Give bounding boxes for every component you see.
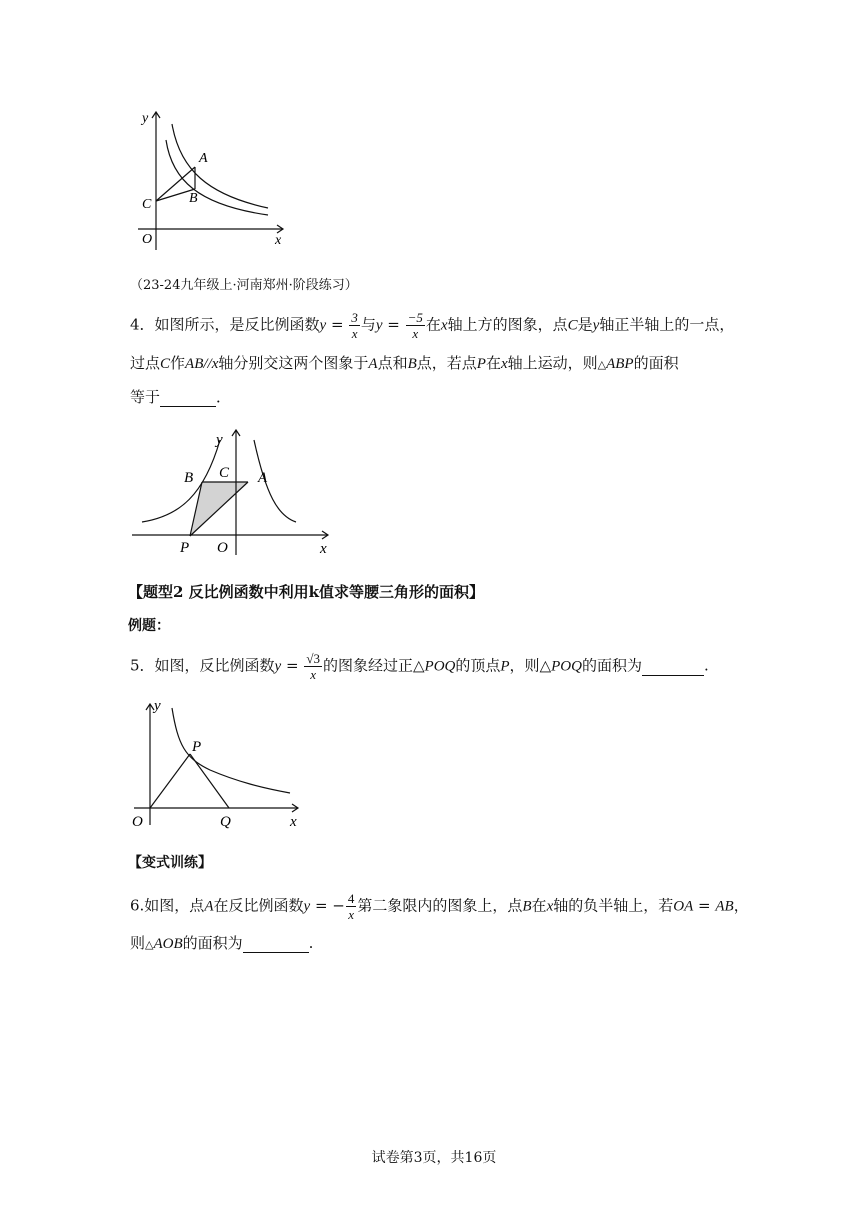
q5-var: P <box>500 658 510 675</box>
q4-var: C <box>567 317 578 334</box>
q4-number: 4．如图所示，是反比例函数 <box>130 315 320 334</box>
q4-text: ． <box>216 388 232 406</box>
q5-eq: = <box>281 656 304 675</box>
figure-1 <box>128 100 298 264</box>
q4-var: y <box>592 317 600 334</box>
q5-var: POQ <box>551 658 582 675</box>
q4-text: 作 <box>170 354 186 372</box>
q5-text: 的顶点 <box>455 656 501 675</box>
triangle-symbol: △ <box>145 938 154 951</box>
q6-text: . <box>308 934 314 952</box>
fig1-label-y: y <box>142 111 149 126</box>
fraction-numerator: 4 <box>347 891 355 906</box>
q4-line-2 <box>130 352 679 373</box>
answer-blank <box>160 388 216 407</box>
fig3-label-y: y <box>154 698 161 714</box>
fig2-label-o: O <box>217 540 228 556</box>
q6-line-2 <box>130 932 313 953</box>
q4-fraction-2 <box>406 310 425 341</box>
q4-var: C <box>160 356 171 372</box>
q4-text: 轴上运动，则 <box>507 354 598 372</box>
fig1-label-a: A <box>199 151 208 166</box>
outer-curve <box>172 124 268 208</box>
segment-pq <box>190 754 229 808</box>
figure-3-graph <box>128 690 313 835</box>
fraction-denominator: x <box>310 667 317 682</box>
figure-3 <box>128 690 313 839</box>
q5-number: 5．如图，反比例函数 <box>130 656 275 675</box>
q4-text: 点，若点 <box>416 354 477 372</box>
q4-var: A <box>368 356 378 372</box>
q6-var: OA <box>673 898 694 915</box>
q4-var: B <box>407 356 417 372</box>
q4-text: 等于 <box>130 388 161 406</box>
q4-text: 轴上方的图象，点 <box>447 315 568 334</box>
q4-fraction-1 <box>349 310 360 341</box>
q5-var: POQ <box>424 658 456 675</box>
q6-line-1 <box>130 891 749 922</box>
q6-fraction <box>346 891 357 922</box>
fig3-label-x: x <box>290 814 297 830</box>
fig2-label-p: P <box>180 540 190 556</box>
q4-text: 在 <box>485 354 501 372</box>
q4-var: ABP <box>606 356 634 372</box>
q4-eq: = <box>326 315 349 334</box>
q6-text: 轴的负半轴上，若 <box>553 896 674 915</box>
q4-var: P <box>476 356 486 372</box>
fig2-label-y: y <box>216 432 223 448</box>
q4-var: y <box>375 317 383 334</box>
q4-var: x <box>500 356 508 372</box>
q4-text: 是 <box>577 315 593 334</box>
section-heading: 【题型2 反比例函数中利用k值求等腰三角形的面积】 <box>128 583 485 601</box>
fig1-label-x: x <box>275 233 282 248</box>
q4-text: 点和 <box>377 354 408 372</box>
example-label: 例题： <box>128 618 170 634</box>
q5-fraction <box>304 651 322 682</box>
q4-var: y <box>319 317 327 334</box>
q6-text: 第二象限内的图象上，点 <box>357 896 523 915</box>
q6-text: 在反比例函数 <box>213 896 304 915</box>
fig1-label-c: C <box>142 197 152 212</box>
q5-text: ，则 <box>509 656 540 675</box>
q4-line-1 <box>130 310 734 341</box>
fraction-denominator: x <box>348 907 354 922</box>
q4-text: 与 <box>360 315 376 334</box>
q4-text: 在 <box>425 315 441 334</box>
q6-var: y <box>303 898 311 915</box>
fraction-numerator: −5 <box>407 310 423 325</box>
fig3-label-p: P <box>192 739 202 755</box>
answer-blank <box>243 934 309 953</box>
fig3-label-q: Q <box>220 814 231 830</box>
triangle-symbol: △ <box>412 656 425 675</box>
hyperbola <box>172 708 290 793</box>
q6-var: AB <box>715 898 734 915</box>
fig2-label-b: B <box>184 470 194 486</box>
triangle-symbol: △ <box>539 656 552 675</box>
fig1-label-b: B <box>189 191 198 206</box>
source-note: （23-24九年级上·河南郑州·阶段练习） <box>130 278 358 293</box>
triangle-symbol: △ <box>597 358 607 371</box>
q5-text: . <box>703 656 709 675</box>
variant-label: 【变式训练】 <box>128 855 212 871</box>
q6-var: B <box>522 898 532 915</box>
q6-text: ， <box>733 896 749 915</box>
q5-text: 的面积为 <box>581 656 642 675</box>
fig2-label-x: x <box>320 541 327 557</box>
q6-text: 的面积为 <box>182 934 243 952</box>
figure-2-graph <box>128 420 348 560</box>
q6-text: 在 <box>531 896 547 915</box>
fig2-label-a: A <box>258 470 268 486</box>
fraction-numerator: √3 <box>306 651 320 666</box>
fig2-label-c: C <box>219 465 230 481</box>
q4-text: 轴分别交这两个图象于 <box>218 354 369 372</box>
q6-eq: = <box>693 896 716 915</box>
fig1-label-o: O <box>142 232 153 247</box>
q6-text: 则 <box>130 934 146 952</box>
q5-text: 的图象经过正 <box>322 656 413 675</box>
q5-line <box>130 651 709 682</box>
q4-text: 过点 <box>130 354 161 372</box>
q6-number: 6.如图，点 <box>130 896 205 915</box>
page-footer: 试卷第3页，共16页 <box>371 1150 497 1166</box>
q4-text: 轴正半轴上的一点， <box>599 315 735 334</box>
q4-eq: = <box>382 315 405 334</box>
q4-var: x <box>440 317 448 334</box>
fraction-denominator: x <box>412 326 419 341</box>
q4-var: AB//x <box>185 356 219 372</box>
q5-var: y <box>274 658 282 675</box>
figure-2 <box>128 420 348 564</box>
q4-text: 的面积 <box>633 354 679 372</box>
q6-var: AOB <box>153 936 183 952</box>
segment-op <box>150 754 190 808</box>
q6-var: A <box>204 898 214 915</box>
q6-eq: = − <box>310 896 345 915</box>
q6-var: x <box>546 898 554 915</box>
figure-1-graph <box>128 100 298 260</box>
fig3-label-o: O <box>132 814 143 830</box>
fraction-numerator: 3 <box>351 310 358 325</box>
fraction-denominator: x <box>351 326 358 341</box>
q4-line-3 <box>130 386 231 407</box>
answer-blank <box>642 657 704 676</box>
